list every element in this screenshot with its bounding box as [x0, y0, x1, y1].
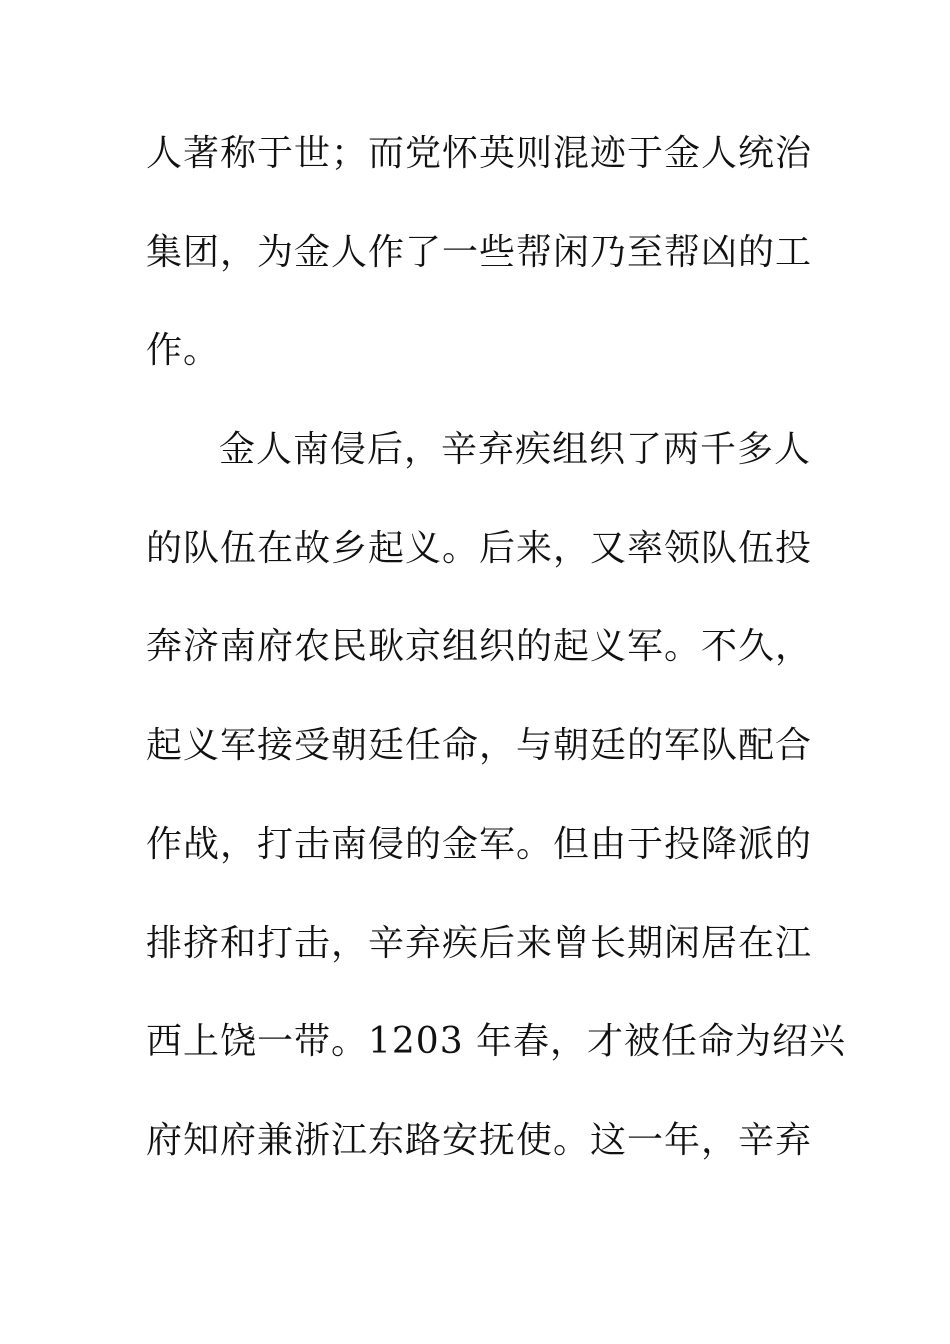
text-line-8: 作战，打击南侵的金军。但由于投降派的: [146, 823, 813, 865]
text-line-11: 府知府兼浙江东路安抚使。这一年，辛弃: [146, 1119, 813, 1161]
text-line-9: 排挤和打击，辛弃疾后来曾长期闲居在江: [146, 922, 813, 964]
text-line-10: 西上饶一带。1203 年春，才被任命为绍兴: [146, 1021, 847, 1063]
text-line-3: 作。: [146, 330, 221, 372]
text-line-6: 奔济南府农民耿京组织的起义军。不久，: [146, 626, 813, 668]
text-line-4-paragraph-start: 金人南侵后，辛弃疾组织了两千多人: [219, 429, 812, 471]
text-line-5: 的队伍在故乡起义。后来，又率领队伍投: [146, 527, 813, 569]
body-text: [146, 122, 847, 1208]
text-line-1: 人著称于世；而党怀英则混迹于金人统治: [146, 133, 813, 174]
text-line-7: 起义军接受朝廷任命，与朝廷的军队配合: [146, 725, 813, 767]
text-line-2: 集团，为金人作了一些帮闲乃至帮凶的工: [146, 231, 813, 273]
